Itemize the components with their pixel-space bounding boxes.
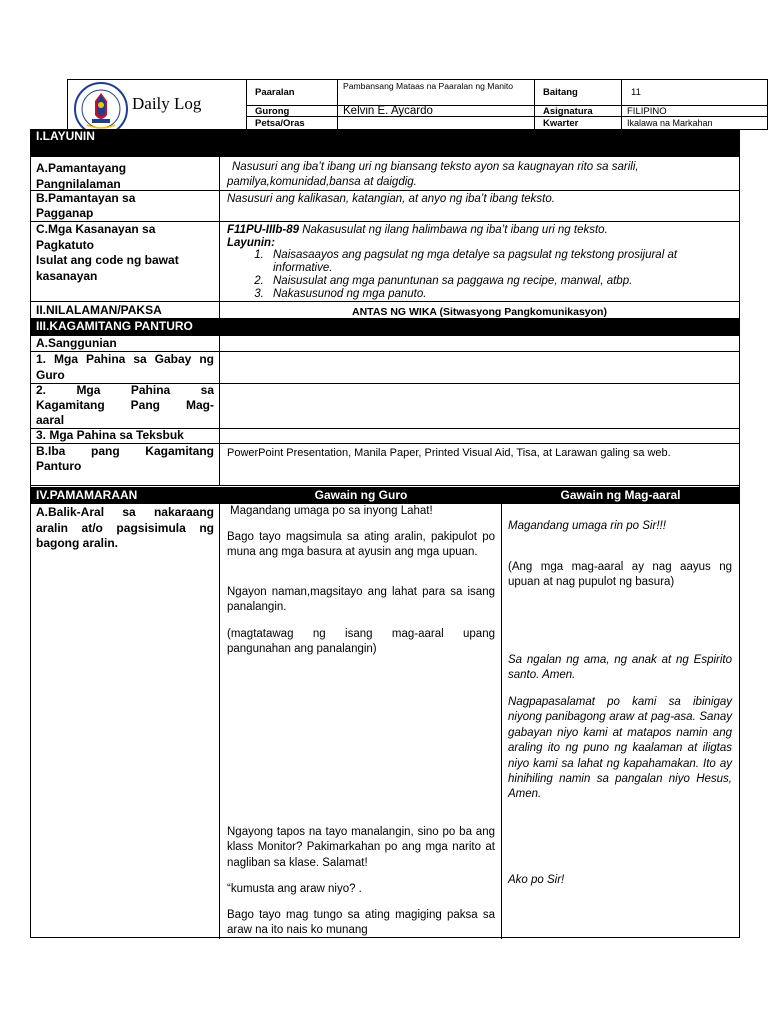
pamantayang-pangnilalaman-text: Nasusuri ang iba’t ibang uri ng biansang teksto ayon sa kaugnayan rito sa sarili, pamilya,komunidad,bansa at daigdig. (227, 161, 639, 188)
quarter-value: Ikalawa na Markahan (627, 118, 713, 128)
layunin-sublabel: Layunin: (227, 237, 275, 249)
magaaral-action: (Ang mga mag-aaral ay nag aayus ng upuan at nag pupulot ng basura) (508, 561, 732, 589)
guro-transition: Bago tayo mag tungo sa ating magiging paksa sa araw na ito nais ko munang (227, 909, 495, 937)
guro-kumusta: “kumusta ang araw niyo? . (227, 883, 362, 895)
row-divider (31, 485, 739, 486)
lesson-plan-table (30, 129, 740, 938)
layunin-band: I.LAYUNIN (31, 130, 739, 157)
pamantayang-pangnilalaman-label: A.Pamantayang Pangnilalaman (36, 161, 127, 191)
nilalaman-label: II.NILALAMAN/PAKSA (36, 303, 162, 317)
guro-greeting: Magandang umaga po sa inyong Lahat! (230, 505, 433, 517)
pamamaraan-band: IV.PAMAMARAAN (31, 487, 739, 504)
gabay-ng-guro-label: 1. Mga Pahina sa Gabay ng Guro (36, 352, 214, 382)
document-title: Daily Log (132, 94, 202, 113)
iba-pang-kagamitan-label: B.Iba pang Kagamitang Panturo (36, 444, 214, 473)
grade-label: Baitang (535, 80, 622, 106)
objective-item: 1. Naisasaayos ang pagsulat ng mga detalye sa pagsulat ng tekstong prosijural at informative. (267, 249, 727, 275)
objectives-list (227, 249, 727, 301)
grade-value: 11 (622, 80, 768, 106)
magaaral-monitor-reply: Ako po Sir! (508, 874, 565, 886)
nilalaman-text: ANTAS NG WIKA (Sitwasyong Pangkomunikasyon) (352, 306, 607, 318)
guro-prayer-call: Ngayon naman,magsitayo ang lahat para sa isang panalangin. (227, 586, 495, 614)
kasanayan-code: F11PU-IIIb-89 (227, 224, 299, 236)
balik-aral-label: A.Balik-Aral sa nakaraang aralin at/o pagsisimula ng bagong aralin. (36, 505, 214, 550)
kasanayan-code-line (227, 223, 732, 237)
date-label: Petsa/Oras (247, 117, 338, 129)
magaaral-prayer: Nagpapasalamat po kami sa ibinigay niyong panibagong araw at pag-asa. Sanay gabayan niyo kami at matapos namin ang araling ito ng puno ng kaalaman at iligtas niyo kami sa lahat ng kapahamakan. Ito ay hinihiling namin sa pangalan niyo Hesus, Amen. (508, 696, 732, 801)
teksbuk-label: 3. Mga Pahina sa Teksbuk (36, 428, 184, 442)
gawain-ng-magaaral-header: Gawain ng Mag-aaral (560, 488, 681, 502)
date-value (338, 117, 535, 129)
school-value: Pambansang Mataas na Paaralan ng Manito (338, 80, 535, 106)
guro-prayer-leader: (magtatawag ng isang mag-aaral upang pangunahan ang panalangin) (227, 628, 495, 656)
kagamitan-band: III.KAGAMITANG PANTURO (31, 318, 739, 335)
objective-item: 2. Naisusulat ang mga panuntunan sa paggawa ng recipe, manwal, atbp. (267, 275, 727, 288)
column-divider (501, 504, 502, 939)
magaaral-greeting: Magandang umaga rin po Sir!!! (508, 520, 666, 532)
label-divider-lower (219, 504, 220, 939)
kasanayan-label: C.Mga Kasanayan sa Pagkatuto Isulat ang code ng bawat kasanayan (36, 222, 179, 283)
subject-label: Asignatura (535, 106, 622, 117)
kagamitang-pang-magaaral-label: 2. Mga Pahina sa Kagamitang Pang Mag- aaral (36, 383, 214, 427)
kasanayan-text: Nakasusulat ng ilang halimbawa ng iba’t ibang uri ng teksto. (299, 224, 608, 236)
school-label: Paaralan (247, 80, 338, 106)
quarter-label: Kwarter (535, 117, 622, 129)
magaaral-sign-of-cross: Sa ngalan ng ama, ng anak at ng Espirito santo. Amen. (508, 654, 732, 682)
teacher-value: Kelvin E. Aycardo (338, 106, 535, 117)
objective-item: 3. Nakasusunod ng mga panuto. (267, 288, 727, 301)
iba-pang-kagamitan-text: PowerPoint Presentation, Manila Paper, Printed Visual Aid, Tisa, at Larawan galing sa web. (227, 447, 671, 459)
pamantayan-sa-pagganap-label: B.Pamantayan sa Pagganap (36, 191, 136, 220)
pamantayan-sa-pagganap-text: Nasusuri ang kalikasan, katangian, at anyo ng iba’t ibang teksto. (227, 193, 555, 205)
teacher-label: Gurong (247, 106, 338, 117)
subject-value: FILIPINO (622, 106, 768, 117)
gawain-ng-guro-header: Gawain ng Guro (314, 488, 408, 502)
logo-cell (68, 80, 247, 129)
daily-log-header (67, 79, 768, 130)
sanggunian-label: A.Sanggunian (36, 336, 117, 350)
guro-attendance: Ngayong tapos na tayo manalangin, sino po ba ang klass Monitor? Pakimarkahan po ang mga narito at nagliban sa klase. Salamat! (227, 826, 495, 869)
guro-instruction: Bago tayo magsimula sa ating aralin, pakipulot po muna ang mga basura at ayusin ang mga upuan. (227, 531, 495, 559)
